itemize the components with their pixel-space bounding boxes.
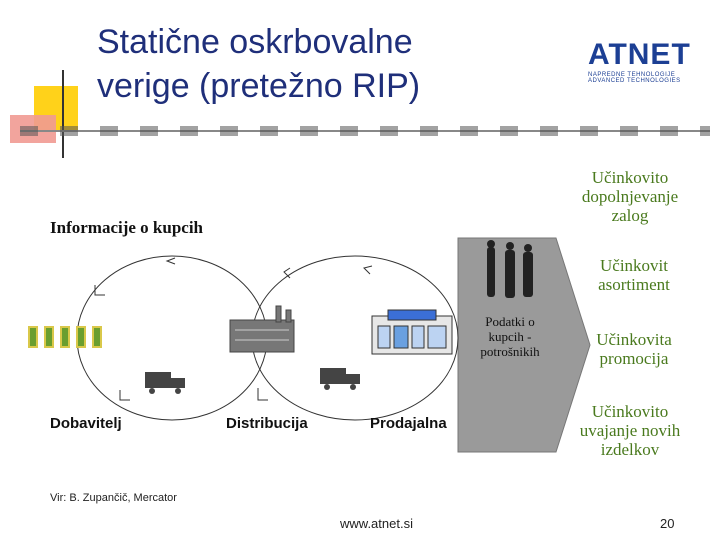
benefit-promotion: Učinkovita promocija bbox=[596, 330, 672, 368]
info-label: Informacije o kupcih bbox=[50, 218, 203, 237]
data-label: Podatki o kupcih - potrošnikih bbox=[480, 314, 540, 359]
shoppers-icon bbox=[487, 240, 533, 298]
logo-line-2: ADVANCED TECHNOLOGIES bbox=[588, 78, 681, 84]
logo-line-1: NAPREDNE TEHNOLOGIJE bbox=[588, 72, 676, 78]
truck-icon-right bbox=[320, 368, 360, 390]
source-note: Vir: B. Zupančič, Mercator bbox=[50, 492, 177, 504]
benefit-assortment: Učinkovit asortiment bbox=[598, 256, 670, 294]
title-line-2: verige (pretežno RIP) bbox=[97, 67, 421, 105]
page-number: 20 bbox=[660, 516, 675, 531]
products-icon bbox=[28, 326, 102, 348]
benefit-replenishment: Učinkovito dopolnjevanje zalog bbox=[581, 168, 679, 225]
store-icon bbox=[372, 310, 452, 354]
logo-wordmark: ATNET bbox=[588, 38, 691, 71]
title-line-1: Statične oskrbovalne bbox=[97, 23, 413, 61]
truck-icon-left bbox=[145, 372, 185, 394]
stage-distribucija: Distribucija bbox=[226, 415, 308, 432]
stage-prodajalna: Prodajalna bbox=[370, 415, 447, 432]
footer-url[interactable]: www.atnet.si bbox=[340, 516, 413, 531]
benefit-new-products: Učinkovito uvajanje novih izdelkov bbox=[579, 402, 681, 459]
stage-dobavitelj: Dobavitelj bbox=[50, 415, 122, 432]
